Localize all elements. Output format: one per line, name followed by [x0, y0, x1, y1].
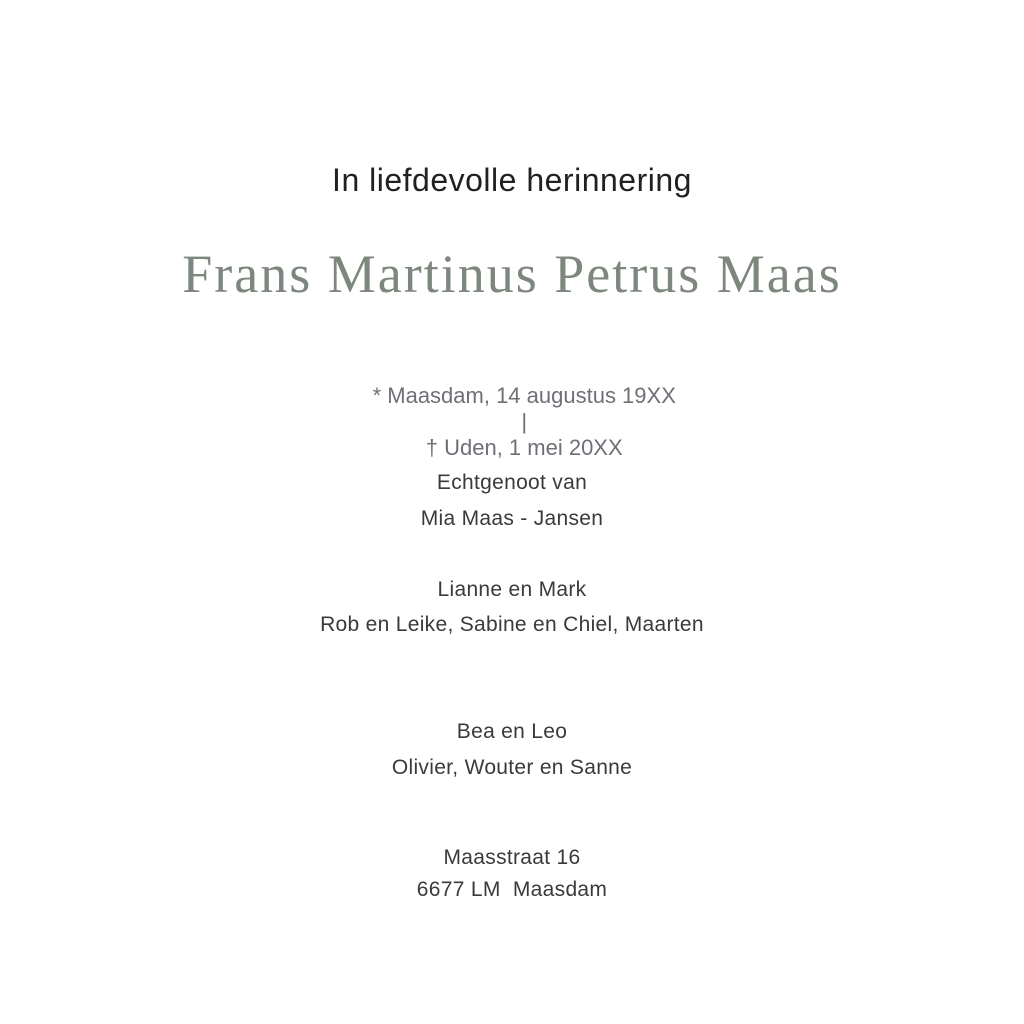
birth-death-dates	[0, 357, 1024, 487]
family-line-children-1: Lianne en Mark	[437, 578, 587, 601]
spouse-intro: Echtgenoot van	[436, 471, 588, 494]
deceased-name: Frans Martinus Petrus Maas	[182, 244, 842, 304]
family-line-grandchildren-1: Rob en Leike, Sabine en Chiel, Maarten	[320, 613, 704, 636]
address-street: Maasstraat 16	[443, 846, 581, 869]
family-line-grandchildren-2: Olivier, Wouter en Sanne	[391, 756, 633, 779]
spouse-name: Mia Maas - Jansen	[420, 507, 604, 530]
memorial-title: In liefdevolle herinnering	[332, 162, 692, 198]
birth-date: * Maasdam, 14 augustus 19XX	[372, 383, 676, 408]
address-postcode-city: 6677 LM Maasdam	[416, 878, 608, 901]
dates-separator: |	[521, 409, 528, 434]
family-line-children-2: Bea en Leo	[456, 720, 568, 743]
death-date: † Uden, 1 mei 20XX	[425, 435, 623, 460]
